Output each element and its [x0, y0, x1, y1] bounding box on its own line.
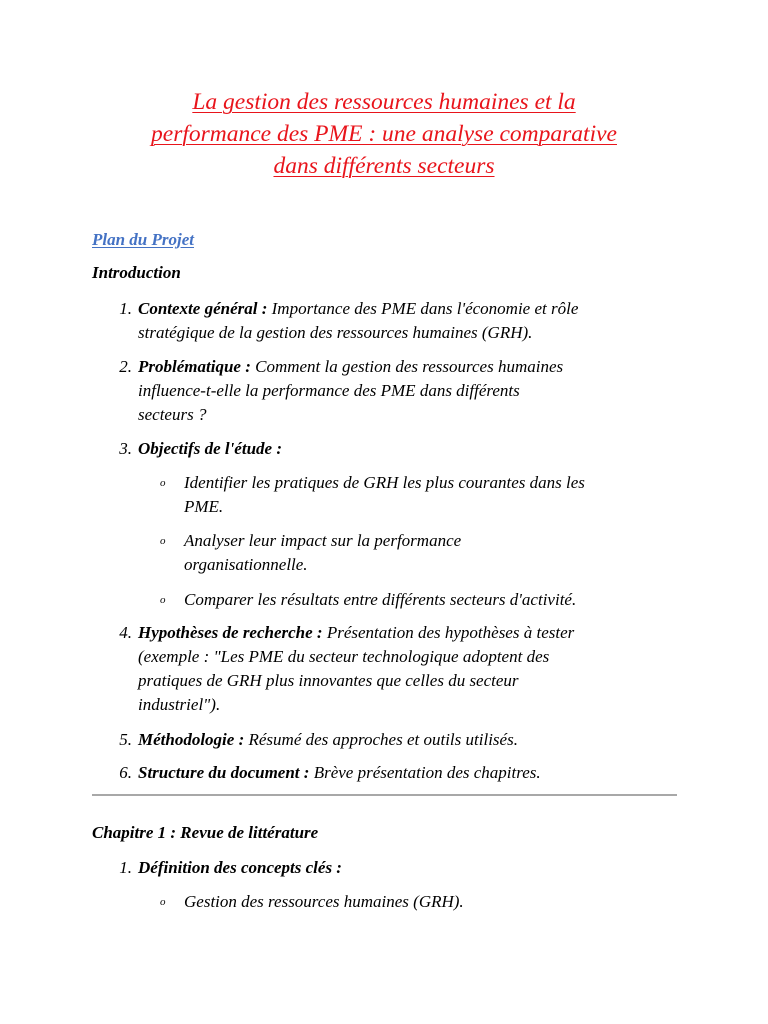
list-item [138, 621, 698, 717]
item-text: pratiques de GRH plus innovantes que celles du secteur [138, 671, 519, 690]
introduction-heading: Introduction [92, 263, 181, 282]
item-text: influence-t-elle la performance des PME dans différents [138, 381, 520, 400]
title-line-3: dans différents secteurs [273, 153, 495, 179]
item-label: Contexte général : [138, 299, 268, 318]
sub-list-item [184, 529, 684, 577]
item-label: Structure du document : [138, 763, 310, 782]
item-text: Brève présentation des chapitres. [313, 763, 541, 782]
sub-list-item [184, 588, 684, 612]
list-item [138, 297, 698, 345]
bullet-marker: o [160, 896, 166, 908]
item-text: (exemple : "Les PME du secteur technologique adoptent des [138, 647, 550, 666]
item-label: Méthodologie : [138, 730, 245, 749]
plan-du-projet-link[interactable]: Plan du Projet [92, 230, 195, 249]
item-text: secteurs ? [138, 405, 207, 424]
sub-item-text: Gestion des ressources humaines (GRH). [184, 892, 464, 911]
list-number: 6. [119, 763, 132, 782]
list-number: 2. [119, 357, 132, 376]
item-label: Problématique : [138, 357, 251, 376]
sub-item-text: Comparer les résultats entre différents secteurs d'activité. [184, 590, 577, 609]
item-text: stratégique de la gestion des ressources humaines (GRH). [138, 323, 533, 342]
item-text: Comment la gestion des ressources humaines [255, 357, 564, 376]
item-label: Objectifs de l'étude : [138, 439, 282, 458]
bullet-marker: o [160, 594, 166, 606]
list-number: 1. [119, 858, 132, 877]
list-item [138, 437, 698, 461]
sub-item-text: Identifier les pratiques de GRH les plus courantes dans les [184, 473, 585, 492]
bullet-marker: o [160, 535, 166, 547]
sub-item-text: PME. [184, 497, 224, 516]
sub-item-text: Analyser leur impact sur la performance [184, 531, 462, 550]
list-number: 3. [119, 439, 132, 458]
list-number: 1. [119, 299, 132, 318]
title-line-1: La gestion des ressources humaines et la [192, 89, 576, 115]
list-number: 5. [119, 730, 132, 749]
bullet-marker: o [160, 477, 166, 489]
horizontal-divider [92, 794, 677, 796]
list-number: 4. [119, 623, 132, 642]
document-title [60, 86, 708, 182]
title-line-2: performance des PME : une analyse comparative [151, 121, 617, 147]
sub-item-text: organisationnelle. [184, 555, 308, 574]
item-text: Résumé des approches et outils utilisés. [248, 730, 518, 749]
item-label: Hypothèses de recherche : [138, 623, 323, 642]
item-label: Définition des concepts clés : [138, 858, 342, 877]
chapter-1-heading: Chapitre 1 : Revue de littérature [92, 823, 319, 842]
item-text: industriel"). [138, 695, 221, 714]
list-item [138, 355, 698, 427]
list-item [138, 761, 698, 785]
sub-list-item [184, 471, 684, 519]
list-item [138, 856, 698, 880]
item-text: Présentation des hypothèses à tester [326, 623, 575, 642]
item-text: Importance des PME dans l'économie et rôle [271, 299, 579, 318]
sub-list-item [184, 890, 684, 914]
list-item [138, 728, 698, 752]
